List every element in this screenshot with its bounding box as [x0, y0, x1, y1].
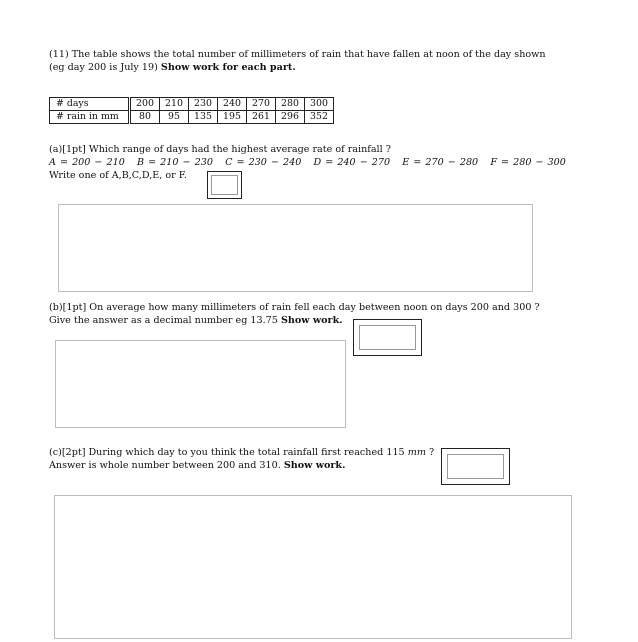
- table-cell: 95: [160, 111, 189, 124]
- part-c-work-area[interactable]: [54, 495, 572, 639]
- part-a-options: [49, 157, 566, 169]
- table-cell: 230: [189, 98, 218, 111]
- option-e: E = 270 − 280: [402, 157, 479, 168]
- problem-statement-line1: (11) The table shows the total number of millimeters of rain that have fallen at noon of the day shown: [49, 49, 546, 60]
- table-cell: 200: [130, 98, 160, 111]
- table-cell: 300: [305, 98, 334, 111]
- part-c-question-text: (c)[2pt] During which day to you think the total rainfall first reached 115: [49, 447, 405, 458]
- table-cell: 135: [189, 111, 218, 124]
- row-label-rain: # rain in mm: [50, 111, 130, 124]
- part-b-answer-field[interactable]: [359, 325, 416, 350]
- part-c-unit: mm: [407, 447, 426, 458]
- table-cell: 261: [247, 111, 276, 124]
- part-c-instruction: [49, 460, 345, 472]
- part-a-instruction: Write one of A,B,C,D,E, or F.: [49, 170, 187, 181]
- part-b-show-work: Show work.: [280, 315, 343, 326]
- part-c-answer-field[interactable]: [447, 454, 504, 479]
- part-a-work-area[interactable]: [58, 204, 533, 292]
- part-b-question: (b)[1pt] On average how many millimeters of rain fell each day between noon on days 200 and 300 ?: [49, 302, 540, 313]
- problem-statement-instruction: Show work for each part.: [160, 62, 296, 73]
- option-c: C = 230 − 240: [225, 157, 302, 168]
- part-c-answer-box[interactable]: [441, 448, 510, 485]
- option-a: A = 200 − 210: [49, 157, 125, 168]
- row-label-days: # days: [50, 98, 130, 111]
- part-b-instruction: [49, 315, 343, 327]
- table-cell: 195: [218, 111, 247, 124]
- table-row-days: [50, 98, 334, 111]
- part-b-answer-box[interactable]: [353, 319, 422, 356]
- rainfall-table: [49, 97, 334, 124]
- table-cell: 270: [247, 98, 276, 111]
- option-f: F = 280 − 300: [490, 157, 566, 168]
- part-c-question: [49, 447, 434, 459]
- table-cell: 352: [305, 111, 334, 124]
- part-c-show-work: Show work.: [283, 460, 346, 471]
- part-c-question-mark: ?: [428, 447, 435, 458]
- problem-statement-example: (eg day 200 is July 19): [49, 62, 158, 73]
- part-c-range-note: Answer is whole number between 200 and 310.: [49, 460, 281, 471]
- part-b-format-note: Give the answer as a decimal number eg 13.75: [49, 315, 278, 326]
- table-cell: 80: [130, 111, 160, 124]
- option-b: B = 210 − 230: [136, 157, 213, 168]
- part-a-answer-box[interactable]: [207, 171, 242, 199]
- table-cell: 280: [276, 98, 305, 111]
- table-cell: 296: [276, 111, 305, 124]
- table-cell: 240: [218, 98, 247, 111]
- table-row-rain: [50, 111, 334, 124]
- table-cell: 210: [160, 98, 189, 111]
- part-b-work-area[interactable]: [55, 340, 346, 428]
- problem-statement-line2: [49, 62, 296, 74]
- option-d: D = 240 − 270: [313, 157, 391, 168]
- part-a-question: (a)[1pt] Which range of days had the highest average rate of rainfall ?: [49, 144, 391, 155]
- part-a-answer-field[interactable]: [211, 175, 238, 195]
